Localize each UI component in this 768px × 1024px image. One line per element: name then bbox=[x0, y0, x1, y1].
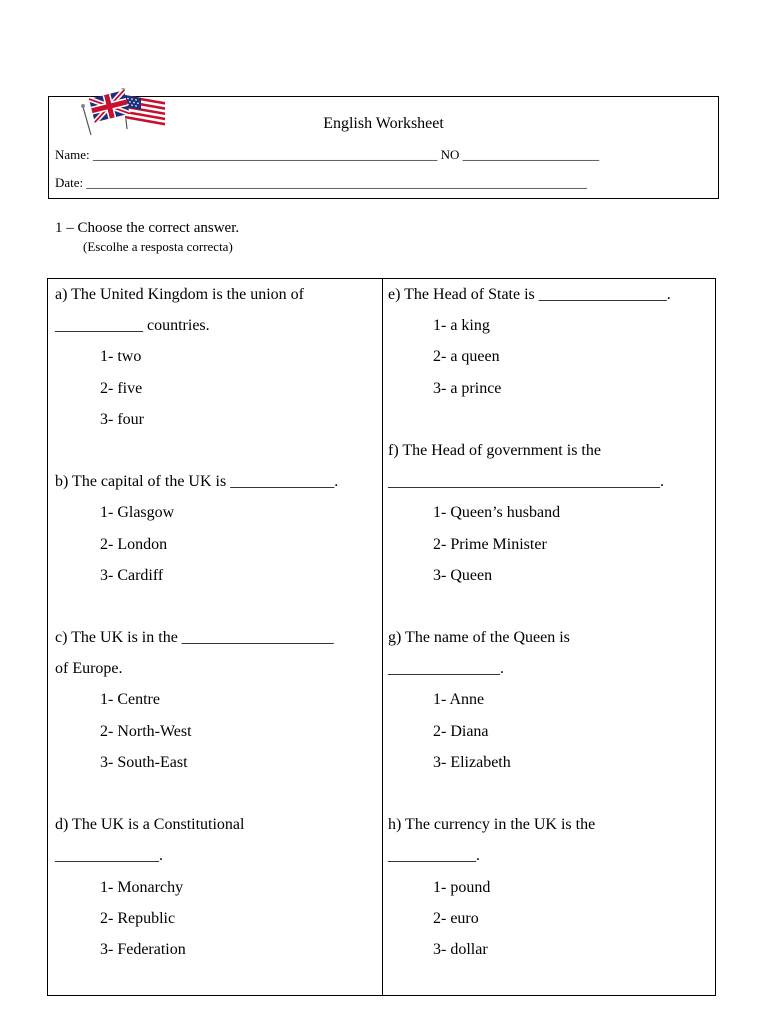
section-title: 1 – Choose the correct answer. bbox=[55, 220, 240, 236]
answer-option: 2- euro bbox=[433, 909, 479, 927]
questions-right-column bbox=[388, 279, 708, 965]
question-text: f) The Head of government is the bbox=[388, 441, 601, 459]
question-blank: ______________. bbox=[388, 660, 504, 678]
answer-option: 3- Federation bbox=[100, 940, 186, 958]
worksheet-title: English Worksheet bbox=[323, 115, 444, 132]
question-e bbox=[388, 279, 708, 404]
date-field: Date: _____________________________________________________________________________ bbox=[55, 175, 587, 190]
question-h bbox=[388, 809, 708, 965]
question-a bbox=[55, 279, 375, 435]
answer-option: 1- Anne bbox=[433, 691, 485, 709]
answer-option: 2- Republic bbox=[100, 909, 176, 927]
answer-option: 2- Prime Minister bbox=[433, 535, 547, 553]
question-text: c) The UK is in the ___________________ bbox=[55, 629, 334, 647]
question-text: e) The Head of State is ________________. bbox=[388, 286, 671, 303]
questions-left-column bbox=[55, 279, 375, 965]
answer-option: 3- four bbox=[100, 410, 144, 428]
answer-option: 1- pound bbox=[433, 878, 491, 896]
answer-option: 2- North-West bbox=[100, 722, 192, 740]
question-text: b) The capital of the UK is _____________. bbox=[55, 473, 339, 491]
answer-option: 3- Elizabeth bbox=[433, 753, 511, 771]
answer-option: 3- a prince bbox=[433, 379, 502, 397]
section-subtitle: (Escolhe a resposta correcta) bbox=[83, 239, 233, 254]
answer-option: 1- two bbox=[100, 348, 142, 366]
question-g bbox=[388, 622, 708, 778]
answer-option: 1- Centre bbox=[100, 691, 160, 709]
name-field: Name: _____________________________________________________ NO _____________________ bbox=[55, 147, 600, 162]
answer-option: 1- Glasgow bbox=[100, 504, 175, 522]
answer-option: 2- five bbox=[100, 379, 143, 397]
questions-table bbox=[47, 278, 716, 996]
answer-option: 1- a king bbox=[433, 317, 490, 335]
answer-option: 3- Cardiff bbox=[100, 566, 164, 584]
question-d bbox=[55, 809, 375, 965]
question-f bbox=[388, 435, 708, 591]
question-text: h) The currency in the UK is the bbox=[388, 816, 596, 834]
question-blank: ___________ countries. bbox=[55, 317, 210, 335]
section-heading bbox=[55, 220, 239, 255]
worksheet-header bbox=[48, 96, 719, 199]
answer-option: 3- South-East bbox=[100, 753, 188, 771]
question-c bbox=[55, 622, 375, 778]
answer-option: 3- Queen bbox=[433, 566, 493, 584]
answer-option: 1- Queen’s husband bbox=[433, 504, 561, 522]
question-blank: __________________________________. bbox=[388, 473, 664, 491]
question-text: d) The UK is a Constitutional bbox=[55, 816, 245, 834]
answer-option: 3- dollar bbox=[433, 940, 488, 958]
answer-option: 1- Monarchy bbox=[100, 878, 184, 896]
answer-option: 2- Diana bbox=[433, 722, 489, 740]
answer-option: 2- a queen bbox=[433, 348, 500, 366]
question-text: a) The United Kingdom is the union of bbox=[55, 286, 304, 303]
answer-option: 2- London bbox=[100, 535, 168, 553]
column-divider bbox=[382, 279, 383, 995]
question-text: g) The name of the Queen is bbox=[388, 629, 570, 647]
question-b bbox=[55, 466, 375, 591]
question-blank: ___________. bbox=[388, 847, 480, 865]
question-blank: _____________. bbox=[55, 847, 163, 865]
question-blank: of Europe. bbox=[55, 660, 123, 678]
